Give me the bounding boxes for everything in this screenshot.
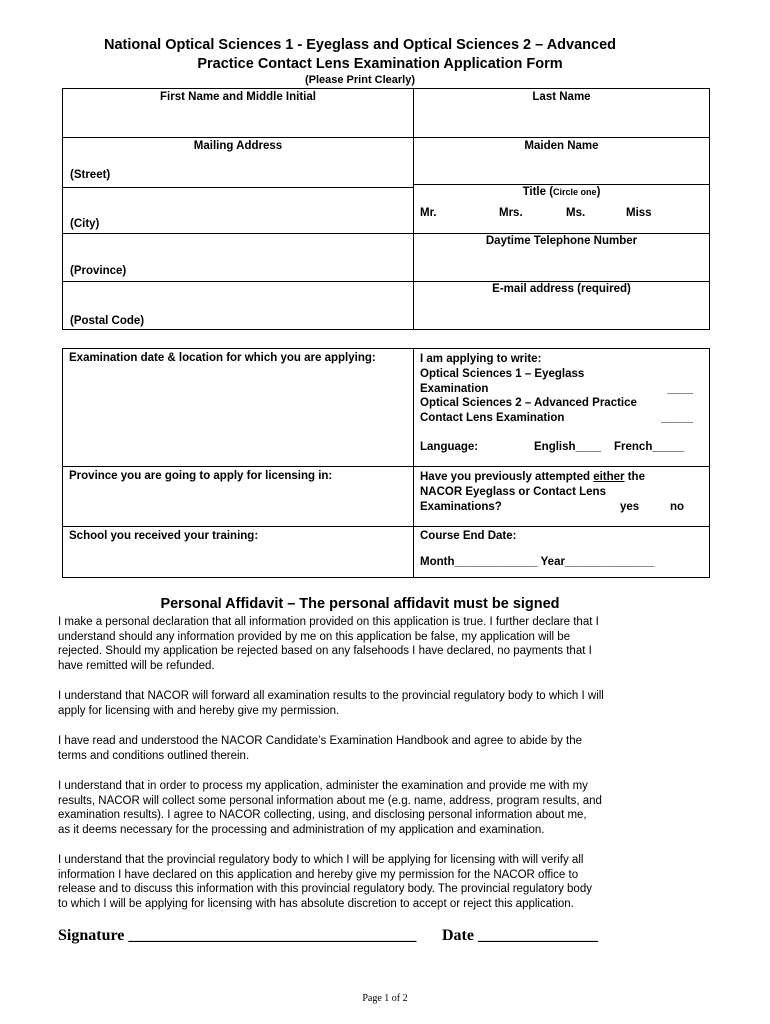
postal-code-cell[interactable] <box>63 282 414 330</box>
form-title-line2: Practice Contact Lens Examination Application Form <box>197 56 563 72</box>
province-licensing-cell[interactable] <box>63 467 414 527</box>
previous-attempt-cell <box>414 467 710 527</box>
city-label: (City) <box>70 218 100 230</box>
province-cell[interactable] <box>63 234 414 282</box>
affidavit-paragraph-2: I understand that NACOR will forward all examination results to the provincial regulatory body to which I will apply for licensing with and hereby give my permission. <box>58 690 604 717</box>
applying-cell <box>414 349 710 467</box>
previous-attempt-line1: Have you previously attempted either the <box>420 471 645 483</box>
date-field[interactable]: Date _______________ <box>442 927 598 944</box>
exam-date-cell[interactable] <box>63 349 414 467</box>
school-cell[interactable] <box>63 527 414 578</box>
daytime-phone-label: Daytime Telephone Number <box>485 235 638 247</box>
english-option[interactable]: English____ <box>534 440 602 453</box>
first-name-label: First Name and Middle Initial <box>160 91 316 103</box>
daytime-phone-cell[interactable] <box>414 234 710 282</box>
affidavit-paragraph-5: I understand that the provincial regulatory body to which I will be applying for licensing with will verify all information I have declared on this application and hereby give my permission for the NACOR office to release and to discuss this information with this provincial regulatory body. The provincial regulatory body to which I will be applying for licensing with has absolute discretion to accept or reject this application. <box>58 854 592 911</box>
province-label: (Province) <box>70 265 127 277</box>
page-number: Page 1 of 2 <box>362 993 408 1004</box>
affidavit-paragraph-4: I understand that in order to process my application, administer the examination and provide me with my results, NACOR will collect some personal information about me (e.g. name, address, program results, and examination results). I agree to NACOR collecting, using, and disclosing personal information about me, as it deems necessary for the processing and administration of my application and examination. <box>58 780 602 837</box>
title-option-ms[interactable]: Ms. <box>566 207 586 219</box>
title-option-mr[interactable]: Mr. <box>420 207 437 219</box>
mailing-address-label: Mailing Address <box>193 140 283 152</box>
maiden-name-cell[interactable] <box>414 138 710 185</box>
form-title-line1: National Optical Sciences 1 - Eyeglass and Optical Sciences 2 – Advanced <box>103 37 616 53</box>
os1-blank[interactable]: ____ <box>667 382 693 395</box>
os1-line2: Examination <box>420 382 489 395</box>
maiden-name-label: Maiden Name <box>524 140 599 152</box>
exam-date-label: Examination date & location for which you are applying: <box>69 352 376 364</box>
french-option[interactable]: French_____ <box>614 440 685 453</box>
affidavit-paragraph-3: I have read and understood the NACOR Candidate’s Examination Handbook and agree to abide by the terms and conditions outlined therein. <box>58 735 583 762</box>
signature-field[interactable]: Signature ____________________________________ <box>58 927 417 944</box>
affidavit-paragraph-1: I make a personal declaration that all information provided on this application is true. I further declare that I understand should any information provided by me on this application be false, my application will be rejected. Should my application be rejected based on any falsehoods I have declared, no payments that I have remitted will be refunded. <box>58 616 599 673</box>
title-circle-note: Circle one <box>553 187 597 197</box>
no-option[interactable]: no <box>670 500 685 513</box>
email-label: E-mail address (required) <box>492 283 631 295</box>
month-field[interactable]: Month_____________ <box>420 556 538 568</box>
os1-line1: Optical Sciences 1 – Eyeglass <box>420 367 585 380</box>
personal-info-table <box>62 88 710 330</box>
postal-code-label: (Postal Code) <box>70 315 145 327</box>
previous-attempt-line3: Examinations? <box>420 500 502 513</box>
school-label: School you received your training: <box>69 530 259 542</box>
title-option-miss[interactable]: Miss <box>626 207 652 219</box>
applying-label: I am applying to write: <box>420 353 542 365</box>
exam-info-table <box>62 348 710 578</box>
title-option-mrs[interactable]: Mrs. <box>499 207 523 219</box>
street-label: (Street) <box>70 169 111 181</box>
previous-attempt-line2: NACOR Eyeglass or Contact Lens <box>420 485 606 498</box>
email-cell[interactable] <box>414 282 710 330</box>
province-licensing-label: Province you are going to apply for licensing in: <box>69 470 333 482</box>
last-name-label: Last Name <box>532 91 591 103</box>
either-emphasis: either <box>593 471 625 483</box>
os2-line2: Contact Lens Examination <box>420 412 565 425</box>
print-note: (Please Print Clearly) <box>304 74 416 86</box>
course-end-label: Course End Date: <box>420 530 517 542</box>
title-label: Title (Circle one) <box>522 186 601 198</box>
last-name-cell[interactable] <box>414 89 710 138</box>
yes-option[interactable]: yes <box>620 500 640 513</box>
os2-line1: Optical Sciences 2 – Advanced Practice <box>420 397 637 410</box>
title-cell[interactable] <box>414 185 710 234</box>
os2-blank[interactable]: _____ <box>661 412 693 425</box>
year-field[interactable]: Year______________ <box>540 556 655 568</box>
language-label: Language: <box>420 440 479 453</box>
first-name-cell[interactable] <box>63 89 414 138</box>
affidavit-heading: Personal Affidavit – The personal affidavit must be signed <box>160 596 560 612</box>
mailing-address-cell[interactable] <box>63 138 414 234</box>
course-end-cell <box>414 527 710 578</box>
